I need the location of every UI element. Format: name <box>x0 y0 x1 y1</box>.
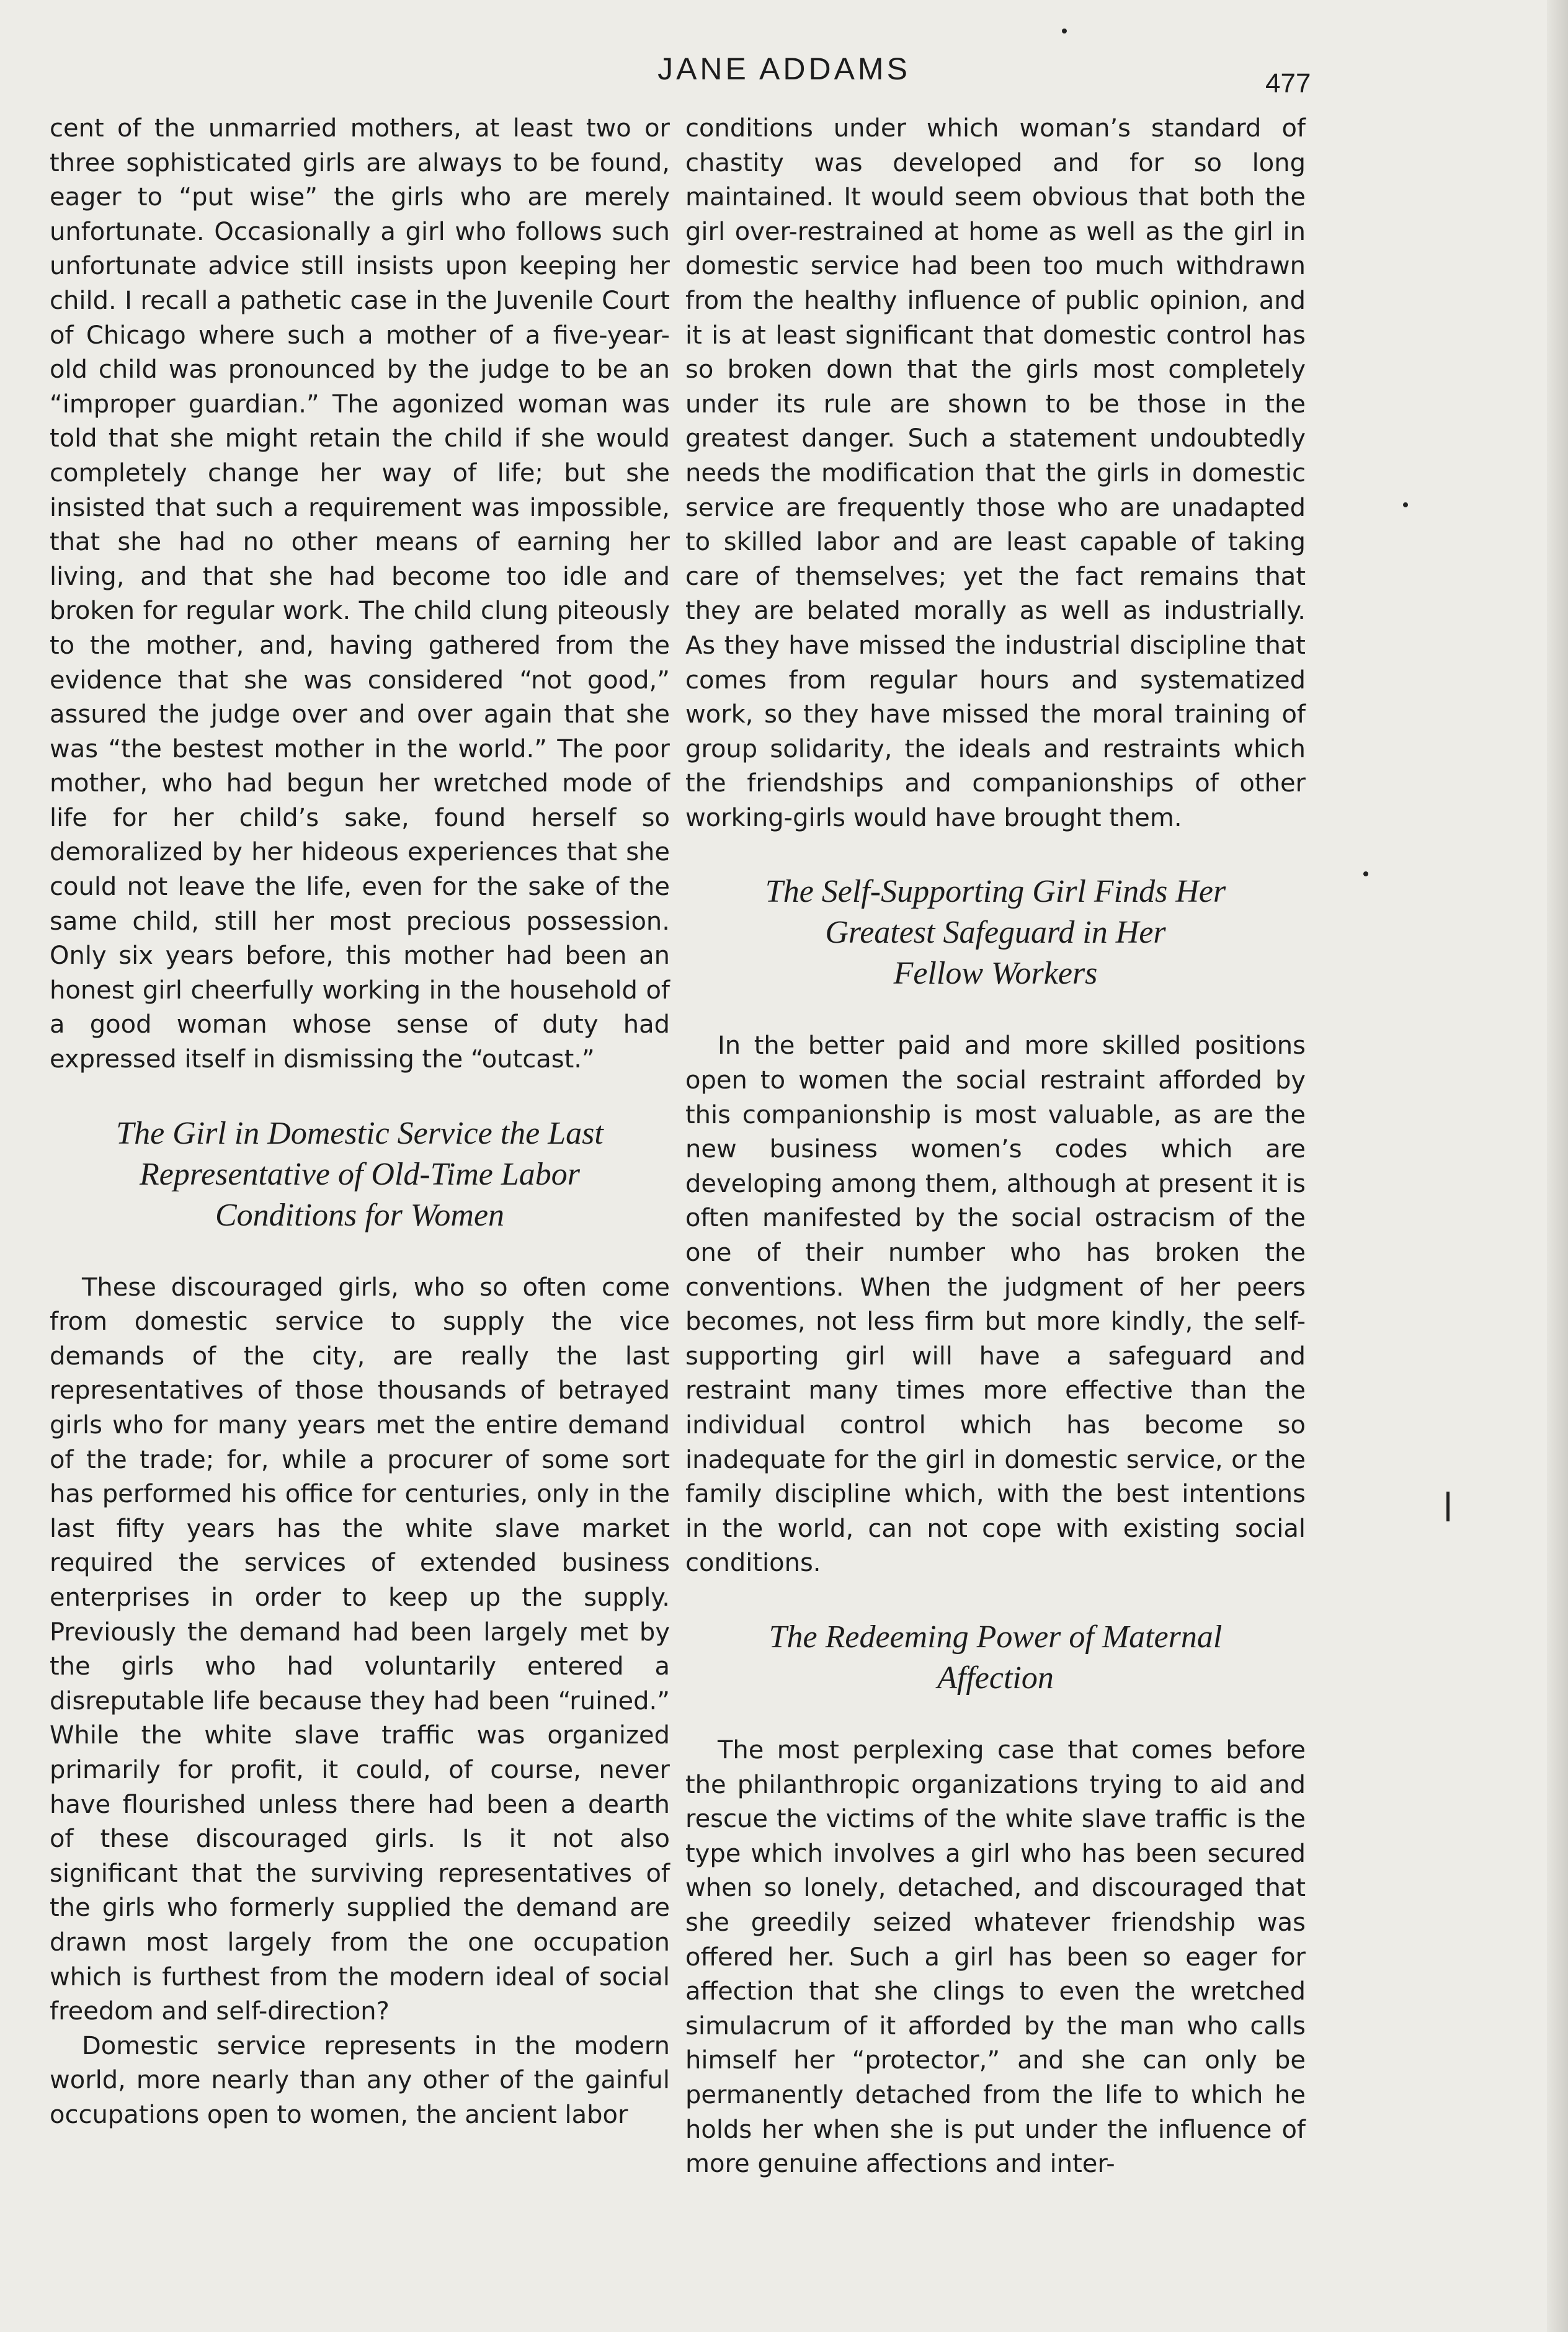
page-edge-shadow <box>1547 0 1568 2332</box>
heading-line: The Girl in Domestic Service the Last <box>116 1115 604 1151</box>
margin-line-mark <box>1446 1492 1450 1521</box>
heading-line: The Self-Supporting Girl Finds Her <box>765 874 1226 910</box>
margin-dot <box>1403 502 1408 507</box>
left-column <box>50 112 670 2132</box>
left-paragraph-2: These discouraged girls, who so often come from domestic service to supply the vice demands of the city, are really the last representatives of those thousands of betrayed girls who for many years met the entire demand of the trade; for, while a procurer of some sort has performed his office for centuries, only in the last fifty years has the white slave market required the services of extended business enterprises in order to keep up the supply. Previously the demand had been largely met by the girls who had voluntarily entered a disreputable life because they had been “ruined.” While the white slave traffic was organized primarily for profit, it could, of course, never have flourished unless there had been a dearth of these discouraged girls. Is it not also significant that the surviving representatives of the girls who formerly supplied the demand are drawn most largely from the one occupation which is furthest from the modern ideal of social freedom and self-direction? <box>50 1273 670 2026</box>
right-paragraph-1: conditions under which woman’s standard of chastity was developed and for so long maintained. It would seem obvious that both the girl over-restrained at home as well as the girl in domestic service had been too much withdrawn from the healthy influence of public opinion, and it is at least significant that domestic control has so broken down that the girls most completely under its rule are shown to be those in the greatest danger. Such a statement undoubtedly needs the modification that the girls in domestic service are frequently those who are unadapted to skilled labor and are least capable of taking care of themselves; yet the fact remains that they are belated morally as well as industrially. As they have missed the industrial discipline that comes from regular hours and systematized work, so they have missed the moral training of group solidarity, the ideals and restraints which the friendships and companionships of other working-girls would have brought them. <box>685 114 1306 832</box>
page-number: 477 <box>1265 68 1311 99</box>
right-paragraph-2: In the better paid and more skilled positions open to women the social restraint afforded by this companionship is most valuable, as are the new business women’s codes which are developing among them, although at present it is often manifested by the social ostracism of the one of their number who has broken the conventions. When the judgment of her peers becomes, not less firm but more kindly, the self-supporting girl will have a safeguard and restraint many times more effective than the individual control which has become so inadequate for the girl in domestic service, or the family discipline which, with the best intentions in the world, can not cope with existing social conditions. <box>685 1031 1306 1578</box>
right-column <box>685 112 1306 2182</box>
left-paragraph-1: cent of the unmarried mothers, at least two or three sophisticated girls are always to be found, eager to “put wise” the girls who are merely unfortunate. Occasionally a girl who follows such unfortunate advice still insists upon keeping her child. I recall a pathetic case in the Juvenile Court of Chicago where such a mother of a five-year-old child was pronounced by the judge to be an “improper guardian.” The agonized woman was told that she might retain the child if she would completely change her way of life; but she insisted that such a requirement was impossible, that she had no other means of earning her living, and that she had become too idle and broken for regular work. The child clung piteously to the mother, and, having gathered from the evidence that she was considered “not good,” assured the judge over and over again that she was “the bestest mother in the world.” The poor mother, who had begun her wretched mode of life for her child’s sake, found herself so demoralized by her hideous experiences that she could not leave the life, even for the sake of the same child, still her most precious possession. Only six years before, this mother had been an honest girl cheerfully working in the household of a good woman whose sense of duty had expressed itself in dismissing the “outcast.” <box>50 114 670 1074</box>
heading-line: Greatest Safeguard in Her <box>825 915 1166 951</box>
heading-line: The Redeeming Power of Maternal <box>768 1619 1223 1655</box>
right-paragraph-3: The most perplexing case that comes before the philanthropic organizations trying to aid and rescue the victims of the white slave traffic is the type which involves a girl who has been secured when so lonely, detached, and discouraged that she greedily seized whatever friendship was offered her. Such a girl has been so eager for affection that she clings to even the wretched simulacrum of it afforded by the man who calls himself her “protector,” and she can only be permanently detached from the life to which he holds her when she is put under the influence of more genuine affections and inter- <box>685 1735 1306 2179</box>
section-heading-domestic-service <box>68 1113 651 1236</box>
running-title: JANE ADDAMS <box>657 51 911 86</box>
heading-line: Conditions for Women <box>215 1197 505 1233</box>
left-paragraph-3: Domestic service represents in the modern world, more nearly than any other of the gainful occupations open to women, the ancient labor <box>50 2031 670 2129</box>
heading-line: Fellow Workers <box>893 956 1098 992</box>
section-heading-self-supporting-girl <box>704 871 1287 994</box>
margin-dot <box>1363 871 1368 876</box>
margin-dot <box>1062 29 1067 33</box>
heading-line: Affection <box>937 1660 1054 1696</box>
heading-line: Representative of Old-Time Labor <box>139 1156 581 1192</box>
section-heading-maternal-affection <box>704 1617 1287 1699</box>
